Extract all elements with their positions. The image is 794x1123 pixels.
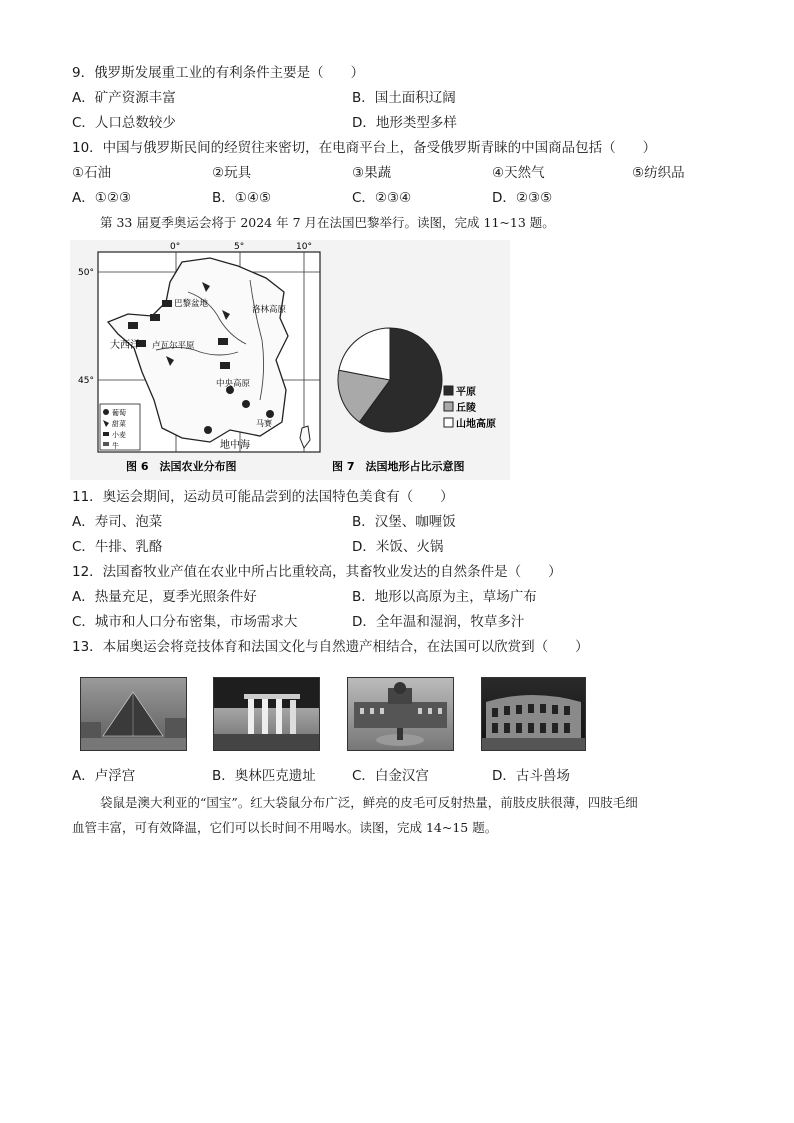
q10-item-5: ⑤纺织品 (632, 165, 685, 181)
legend-plateau: 山地高原 (456, 419, 496, 430)
q11-option-a[interactable]: A．寿司、泡菜 (72, 514, 163, 530)
intro-14-15-line1: 袋鼠是澳大利亚的“国宝”。红大袋鼠分布广泛，鲜亮的皮毛可反射热量，前肢皮肤很薄，四肢毛细 (100, 795, 638, 810)
lon-label-5: 5° (234, 242, 245, 252)
q10-item-2: ②玩具 (212, 165, 252, 181)
q13-stem: 13．本届奥运会将竞技体育和法国文化与自然遗产相结合，在法国可以欣赏到（ ） (72, 639, 589, 655)
q10-item-4: ④天然气 (492, 165, 545, 181)
legend-wheat: 小麦 (112, 431, 126, 439)
photo-buckingham (347, 677, 454, 751)
legend-swatch-plain (444, 386, 453, 395)
q13-option-d[interactable]: D．古斗兽场 (492, 768, 570, 784)
legend-hill: 丘陵 (456, 403, 476, 414)
photo-louvre (80, 677, 187, 751)
label-marseille: 马赛 (256, 419, 272, 428)
q9-option-d[interactable]: D．地形类型多样 (352, 115, 457, 131)
lat-label-45: 45° (78, 376, 94, 386)
q10-item-1: ①石油 (72, 165, 112, 181)
q13-option-c[interactable]: C．白金汉宫 (352, 768, 429, 784)
label-central-plateau: 中央高原 (216, 379, 251, 389)
photo-colosseum (481, 677, 586, 751)
q11-option-b[interactable]: B．汉堡、咖喱饭 (352, 514, 456, 530)
q10-item-3: ③果蔬 (352, 165, 392, 181)
lat-label-50: 50° (78, 268, 94, 278)
q12-option-c[interactable]: C．城市和人口分布密集，市场需求大 (72, 614, 298, 630)
lon-label-0: 0° (170, 242, 181, 252)
photo-olympia (213, 677, 320, 751)
q9-option-b[interactable]: B．国土面积辽阔 (352, 90, 456, 106)
q13-option-b[interactable]: B．奥林匹克遗址 (212, 768, 316, 784)
q10-stem: 10．中国与俄罗斯民间的经贸往来密切，在电商平台上，备受俄罗斯青睐的中国商品包括（ ） (72, 140, 657, 156)
q9-option-c[interactable]: C．人口总数较少 (72, 115, 176, 131)
legend-swatch-plateau (444, 418, 453, 427)
terrain-pie-chart (330, 240, 510, 480)
label-lorraine: 洛林高原 (252, 305, 287, 315)
q9-option-a[interactable]: A．矿产资源丰富 (72, 90, 176, 106)
intro-14-15-line2: 血管丰富，可有效降温，它们可以长时间不用喝水。读图，完成 14~15 题。 (72, 820, 498, 835)
label-loire: 卢瓦尔平原 (152, 341, 195, 351)
legend-beet: 甜菜 (112, 420, 126, 428)
q10-option-a[interactable]: A．①②③ (72, 190, 132, 206)
q11-stem: 11．奥运会期间，运动员可能品尝到的法国特色美食有（ ） (72, 489, 454, 505)
q10-option-b[interactable]: B．①④⑤ (212, 190, 272, 206)
q10-option-c[interactable]: C．②③④ (352, 190, 412, 206)
q13-option-a[interactable]: A．卢浮宫 (72, 768, 136, 784)
label-atlantic: 大西洋 (110, 340, 140, 351)
fig6-caption: 图 6 法国农业分布图 (126, 460, 237, 473)
label-mediterranean: 地中海 (220, 440, 250, 451)
q9-stem: 9．俄罗斯发展重工业的有利条件主要是（ ） (72, 65, 365, 81)
q10-option-d[interactable]: D．②③⑤ (492, 190, 553, 206)
q11-option-d[interactable]: D．米饭、火锅 (352, 539, 444, 555)
q11-option-c[interactable]: C．牛排、乳酪 (72, 539, 163, 555)
q12-option-b[interactable]: B．地形以高原为主，草场广布 (352, 589, 537, 605)
pie-legend (444, 385, 496, 430)
label-paris-basin: 巴黎盆地 (174, 299, 209, 309)
q12-stem: 12．法国畜牧业产值在农业中所占比重较高，其畜牧业发达的自然条件是（ ） (72, 564, 562, 580)
france-agriculture-map (70, 240, 330, 480)
q12-option-d[interactable]: D．全年温和湿润，牧草多汁 (352, 614, 525, 630)
lon-label-10: 10° (296, 242, 312, 252)
figure-area (70, 240, 510, 480)
legend-cattle: 牛 (112, 442, 119, 450)
legend-grape: 葡萄 (112, 409, 126, 417)
legend-plain: 平原 (456, 387, 476, 398)
legend-swatch-hill (444, 402, 453, 411)
q12-option-a[interactable]: A．热量充足，夏季光照条件好 (72, 589, 257, 605)
intro-11-13: 第 33 届夏季奥运会将于 2024 年 7 月在法国巴黎举行。读图，完成 11~13 题。 (100, 215, 555, 230)
pie-slice-plateau (339, 328, 390, 380)
fig7-caption: 图 7 法国地形占比示意图 (332, 460, 465, 473)
